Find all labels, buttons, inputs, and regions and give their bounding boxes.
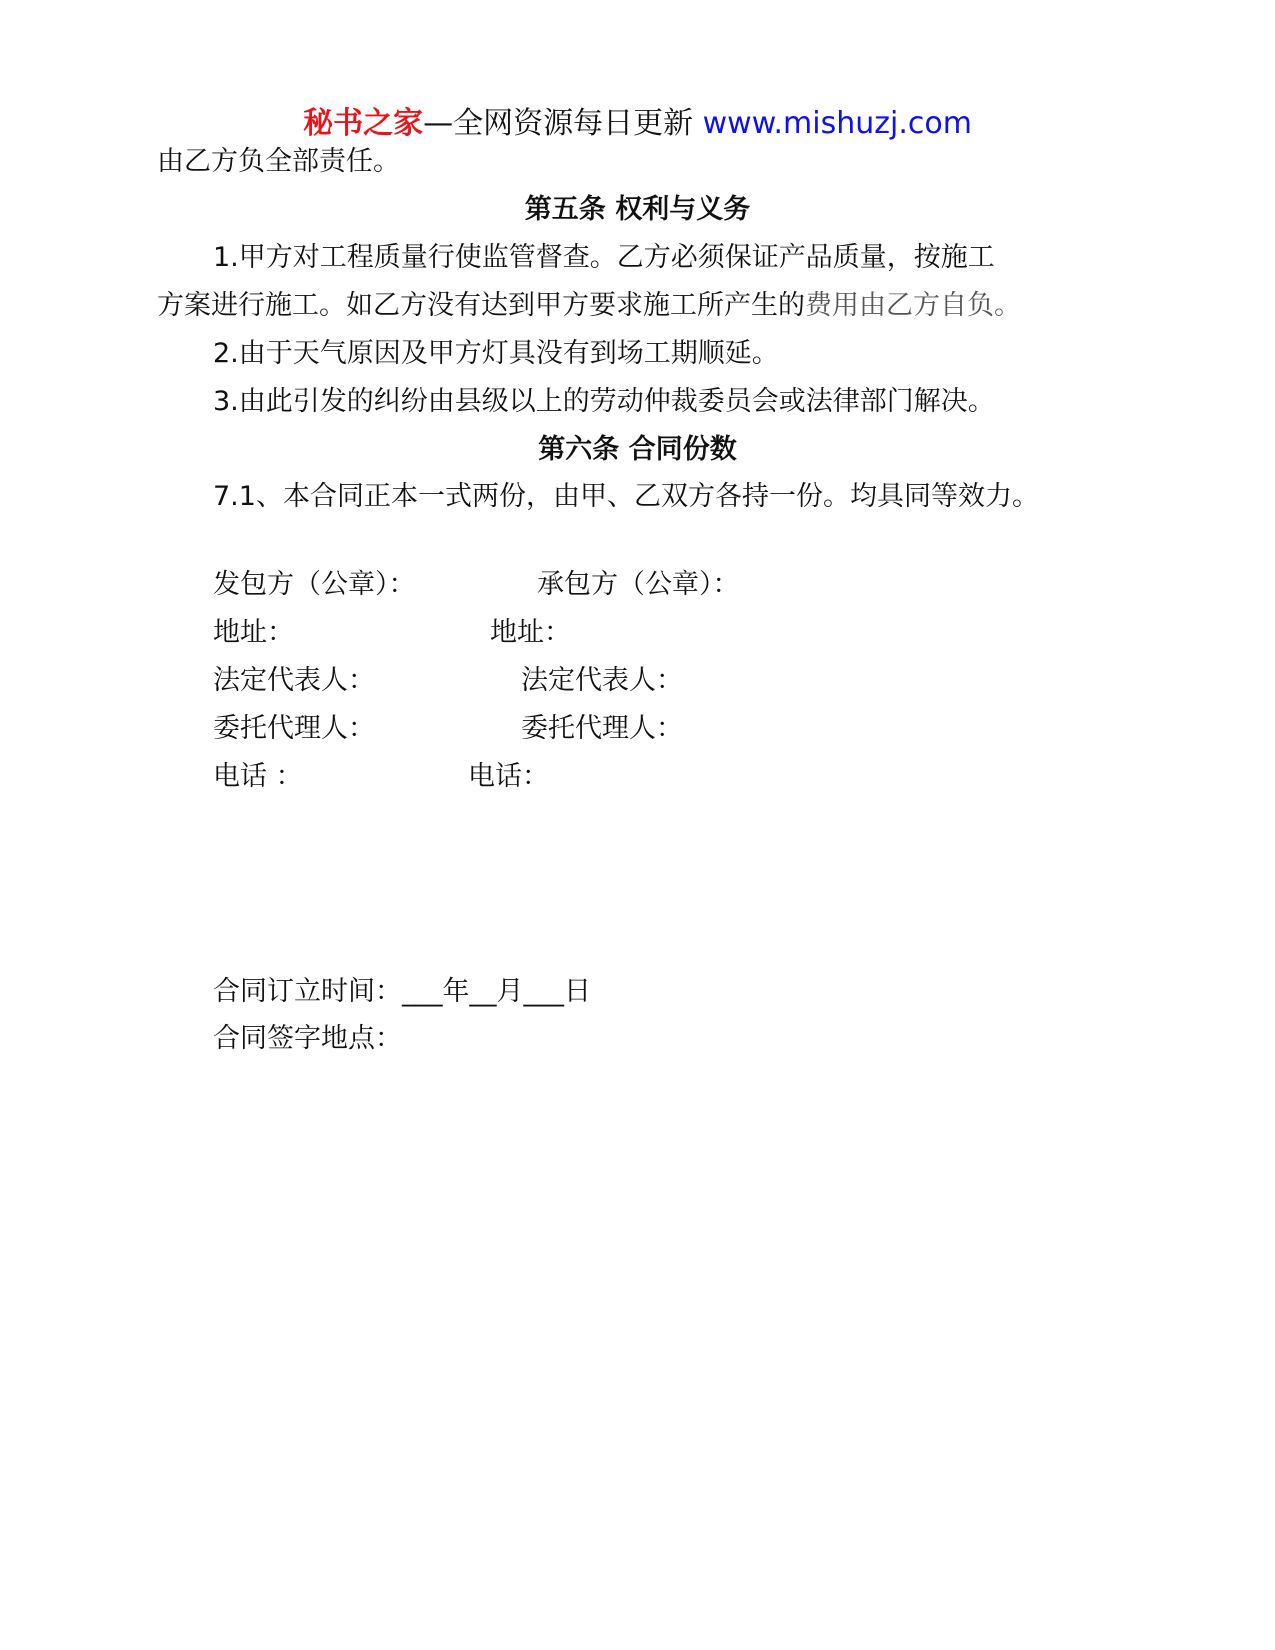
party-b-agent: 委托代理人：: [521, 713, 683, 744]
party-a-agent: 委托代理人：: [213, 713, 375, 744]
contract-place-line: 合同签字地点：: [213, 1023, 402, 1054]
article5-heading: 第五条 权利与义务: [524, 194, 751, 225]
party-a-legal-rep: 法定代表人：: [213, 665, 375, 696]
party-b-legal-rep: 法定代表人：: [521, 665, 683, 696]
article5-item1-line2: [157, 288, 1021, 324]
party-b-title: 承包方（公章）：: [537, 569, 740, 600]
contract-date-line: 合同订立时间：___年__月___日: [213, 976, 591, 1007]
party-a-phone: 电话 ：: [213, 761, 303, 792]
party-a-address: 地址：: [213, 617, 294, 648]
brand-name: 秘书之家: [303, 106, 424, 141]
article5-item2: 2.由于天气原因及甲方灯具没有到场工期顺延。: [213, 338, 779, 369]
article5-item1-line1: 1.甲方对工程质量行使监管督查。乙方必须保证产品质量，按施工: [213, 242, 995, 273]
party-a-title: 发包方（公章）：: [213, 569, 416, 600]
party-b-address: 地址：: [490, 617, 571, 648]
article6-heading: 第六条 合同份数: [538, 434, 737, 465]
site-header: [0, 104, 1275, 144]
article6-item1: 7.1、本合同正本一式两份，由甲、乙双方各持一份。均具同等效力。: [213, 481, 1039, 512]
article5-item1-line2-b: 费用由乙方自负。: [805, 290, 1021, 321]
party-b-phone: 电话：: [468, 761, 549, 792]
header-tagline: —全网资源每日更新: [423, 106, 703, 141]
site-url-link[interactable]: www.mishuzj.com: [702, 106, 972, 141]
article5-item1-line2-a: 方案进行施工。如乙方没有达到甲方要求施工所产生的: [157, 290, 805, 321]
article5-item3: 3.由此引发的纠纷由县级以上的劳动仲裁委员会或法律部门解决。: [213, 386, 995, 417]
intro-line: 由乙方负全部责任。: [157, 146, 400, 177]
